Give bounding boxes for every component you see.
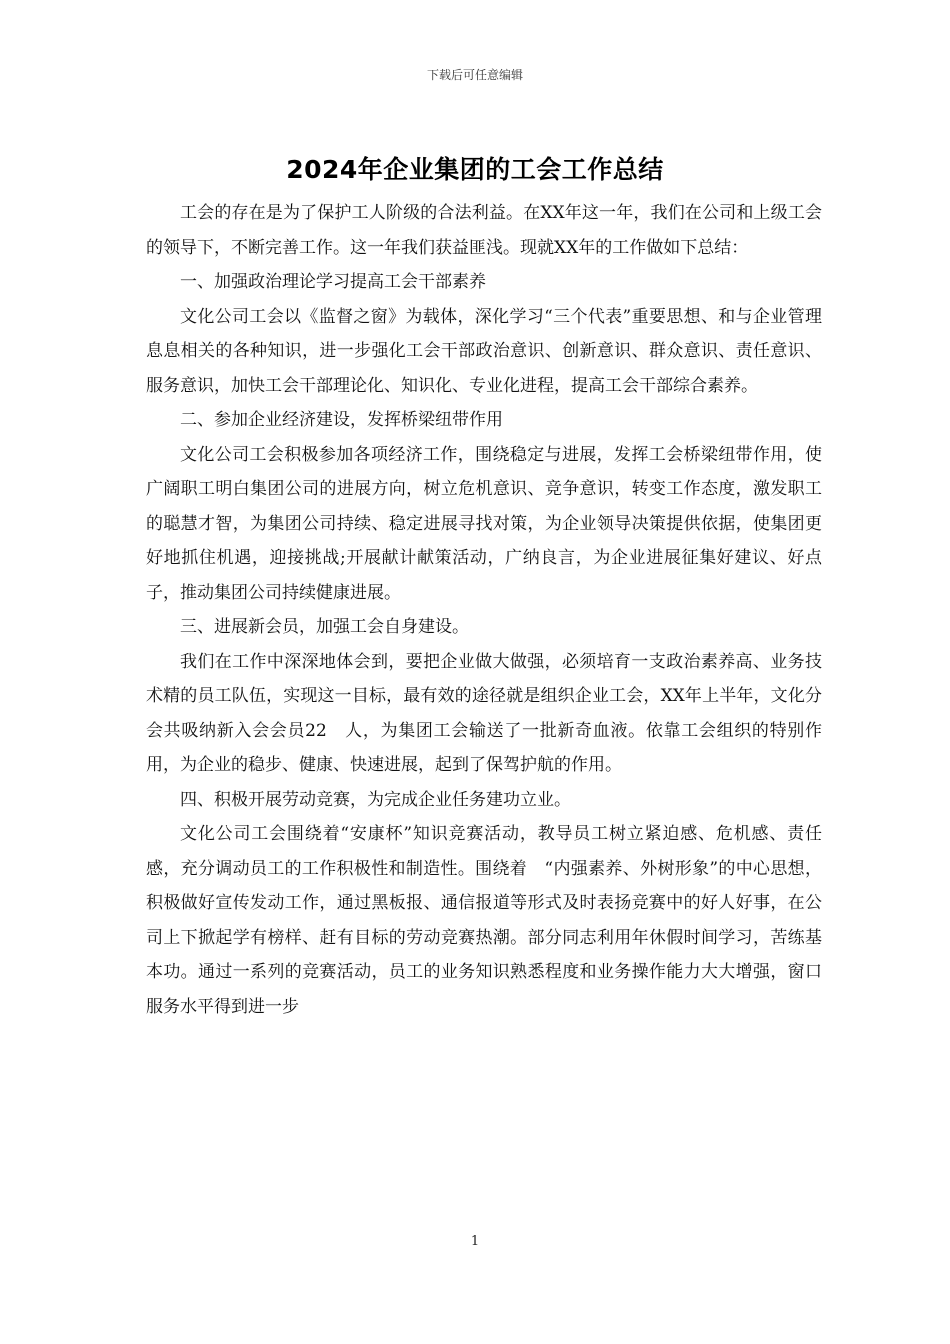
paragraph-section-3: 我们在工作中深深地体会到，要把企业做大做强，必须培育一支政治素养高、业务技术精的员工队伍，实现这一目标，最有效的途径就是组织企业工会，XX年上半年，文化分会共吸纳新入会会员22 人，为集团工会输送了一批新奇血液。依靠工会组织的特别作用，为企业的稳步、健康、快速进展，起到了保驾护航的作用。 bbox=[146, 651, 822, 775]
paragraph-intro: 工会的存在是为了保护工人阶级的合法利益。在XX年这一年，我们在公司和上级工会的领导下，不断完善工作。这一年我们获益匪浅。现就XX年的工作做如下总结： bbox=[146, 203, 822, 258]
paragraph-section-2: 文化公司工会积极参加各项经济工作，围绕稳定与进展，发挥工会桥梁纽带作用，使广阔职工明白集团公司的进展方向，树立危机意识、竞争意识，转变工作态度，激发职工的聪慧才智，为集团公司持续、稳定进展寻找对策，为企业领导决策提供依据，使集团更好地抓住机遇，迎接挑战;开展献计献策活动，广纳良言，为企业进展征集好建议、好点子，推动集团公司持续健康进展。 bbox=[146, 444, 822, 603]
header-note: 下载后可任意编辑 bbox=[426, 68, 523, 82]
page-number: 1 bbox=[470, 1234, 480, 1249]
paragraph-section-1: 文化公司工会以《监督之窗》为载体，深化学习“三个代表”重要思想、和与企业管理息息相关的各种知识，进一步强化工会干部政治意识、创新意识、群众意识、责任意识、服务意识，加快工会干部理论化、知识化、专业化进程，提高工会干部综合素养。 bbox=[146, 306, 822, 396]
document-title: 2024年企业集团的工会工作总结 bbox=[286, 155, 664, 184]
section-heading-3: 三、进展新会员，加强工会自身建设。 bbox=[180, 617, 469, 637]
paragraph-section-4: 文化公司工会围绕着“安康杯”知识竞赛活动，教导员工树立紧迫感、危机感、责任感，充分调动员工的工作积极性和制造性。围绕着 “内强素养、外树形象”的中心思想，积极做好宣传发动工作，通过黑板报、通信报道等形式及时表扬竞赛中的好人好事，在公司上下掀起学有榜样、赶有目标的劳动竞赛热潮。部分同志利用年休假时间学习，苦练基本功。通过一系列的竞赛活动，员工的业务知识熟悉程度和业务操作能力大大增强，窗口服务水平得到进一步 bbox=[146, 824, 822, 1017]
document-body bbox=[146, 196, 822, 1024]
section-heading-2: 二、参加企业经济建设，发挥桥梁纽带作用 bbox=[180, 410, 503, 430]
section-heading-4: 四、积极开展劳动竞赛，为完成企业任务建功立业。 bbox=[180, 789, 571, 810]
section-heading-1: 一、加强政治理论学习提高工会干部素养 bbox=[180, 272, 486, 292]
